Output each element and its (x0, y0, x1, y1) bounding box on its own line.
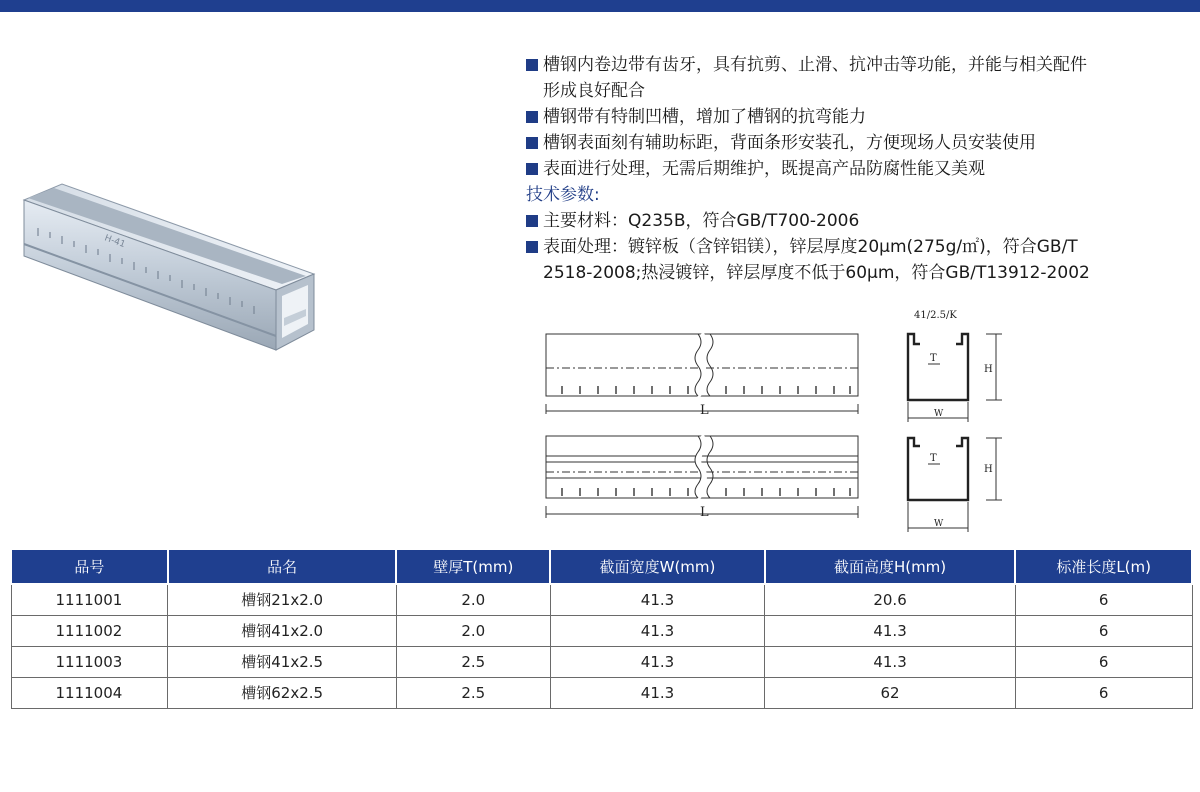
table-row (11, 677, 1192, 708)
technical-drawing (536, 306, 1036, 546)
feature-item: 表面进行处理，无需后期维护，既提高产品防腐性能又美观 (523, 156, 1198, 182)
table-cell: 1111002 (11, 615, 168, 646)
table-cell: 6 (1015, 677, 1192, 708)
table-header-row (11, 549, 1192, 584)
width-label: W (934, 409, 944, 419)
square-bullet-icon (526, 137, 538, 149)
table-cell: 1111001 (11, 584, 168, 615)
strut-channel-product-image (14, 178, 354, 358)
table-cell: 1111004 (11, 677, 168, 708)
table-cell: 62 (765, 677, 1016, 708)
table-cell: 6 (1015, 646, 1192, 677)
feature-item: 槽钢内卷边带有齿牙，具有抗剪、止滑、抗冲击等功能，并能与相关配件 (523, 52, 1198, 78)
table-cell: 2.0 (396, 615, 550, 646)
feature-item: 槽钢表面刻有辅助标距，背面条形安装孔，方便现场人员安装使用 (523, 130, 1198, 156)
table-cell: 6 (1015, 584, 1192, 615)
square-bullet-icon (526, 111, 538, 123)
thickness-label-2: T (930, 453, 937, 464)
tech-item: 表面处理：镀锌板（含锌铝镁），锌层厚度20μm(275g/㎡)，符合GB/T (523, 234, 1198, 260)
table-cell: 槽钢21x2.0 (168, 584, 397, 615)
table-cell: 2.0 (396, 584, 550, 615)
column-header: 截面宽度W(mm) (550, 549, 765, 584)
table-cell: 槽钢41x2.0 (168, 615, 397, 646)
square-bullet-icon (526, 215, 538, 227)
table-cell: 1111003 (11, 646, 168, 677)
square-bullet-icon (526, 59, 538, 71)
spec-table (10, 548, 1193, 709)
tech-item: 主要材料：Q235B，符合GB/T700-2006 (523, 208, 1198, 234)
column-header: 截面高度H(mm) (765, 549, 1016, 584)
height-label-2: H (984, 464, 993, 475)
column-header: 品号 (11, 549, 168, 584)
top-banner-bar (0, 0, 1200, 12)
table-cell: 6 (1015, 615, 1192, 646)
column-header: 品名 (168, 549, 397, 584)
column-header: 壁厚T(mm) (396, 549, 550, 584)
table-cell: 41.3 (550, 677, 765, 708)
feature-list (523, 52, 1198, 286)
thickness-label: T (930, 353, 937, 364)
width-label-2: W (934, 519, 944, 529)
square-bullet-icon (526, 163, 538, 175)
table-cell: 2.5 (396, 677, 550, 708)
column-header: 标准长度L(m) (1015, 549, 1192, 584)
table-cell: 20.6 (765, 584, 1016, 615)
table-cell: 槽钢41x2.5 (168, 646, 397, 677)
table-cell: 41.3 (550, 646, 765, 677)
feature-item-continuation: 形成良好配合 (543, 81, 645, 101)
square-bullet-icon (526, 241, 538, 253)
height-label: H (984, 364, 993, 375)
tech-params-heading: 技术参数: (526, 185, 600, 205)
product-mark: H-41 (102, 233, 127, 251)
table-row (11, 584, 1192, 615)
table-cell: 2.5 (396, 646, 550, 677)
table-cell: 41.3 (765, 646, 1016, 677)
tech-item-continuation: 2518-2008;热浸镀锌，锌层厚度不低于60μm，符合GB/T13912-2002 (543, 263, 1090, 283)
table-cell: 41.3 (765, 615, 1016, 646)
table-row (11, 615, 1192, 646)
feature-item: 槽钢带有特制凹槽，增加了槽钢的抗弯能力 (523, 104, 1198, 130)
table-cell: 41.3 (550, 615, 765, 646)
table-row (11, 646, 1192, 677)
table-cell: 槽钢62x2.5 (168, 677, 397, 708)
spec-label: 41/2.5/K (914, 310, 957, 321)
length-label-2: L (700, 505, 709, 520)
table-cell: 41.3 (550, 584, 765, 615)
length-label: L (700, 403, 709, 418)
